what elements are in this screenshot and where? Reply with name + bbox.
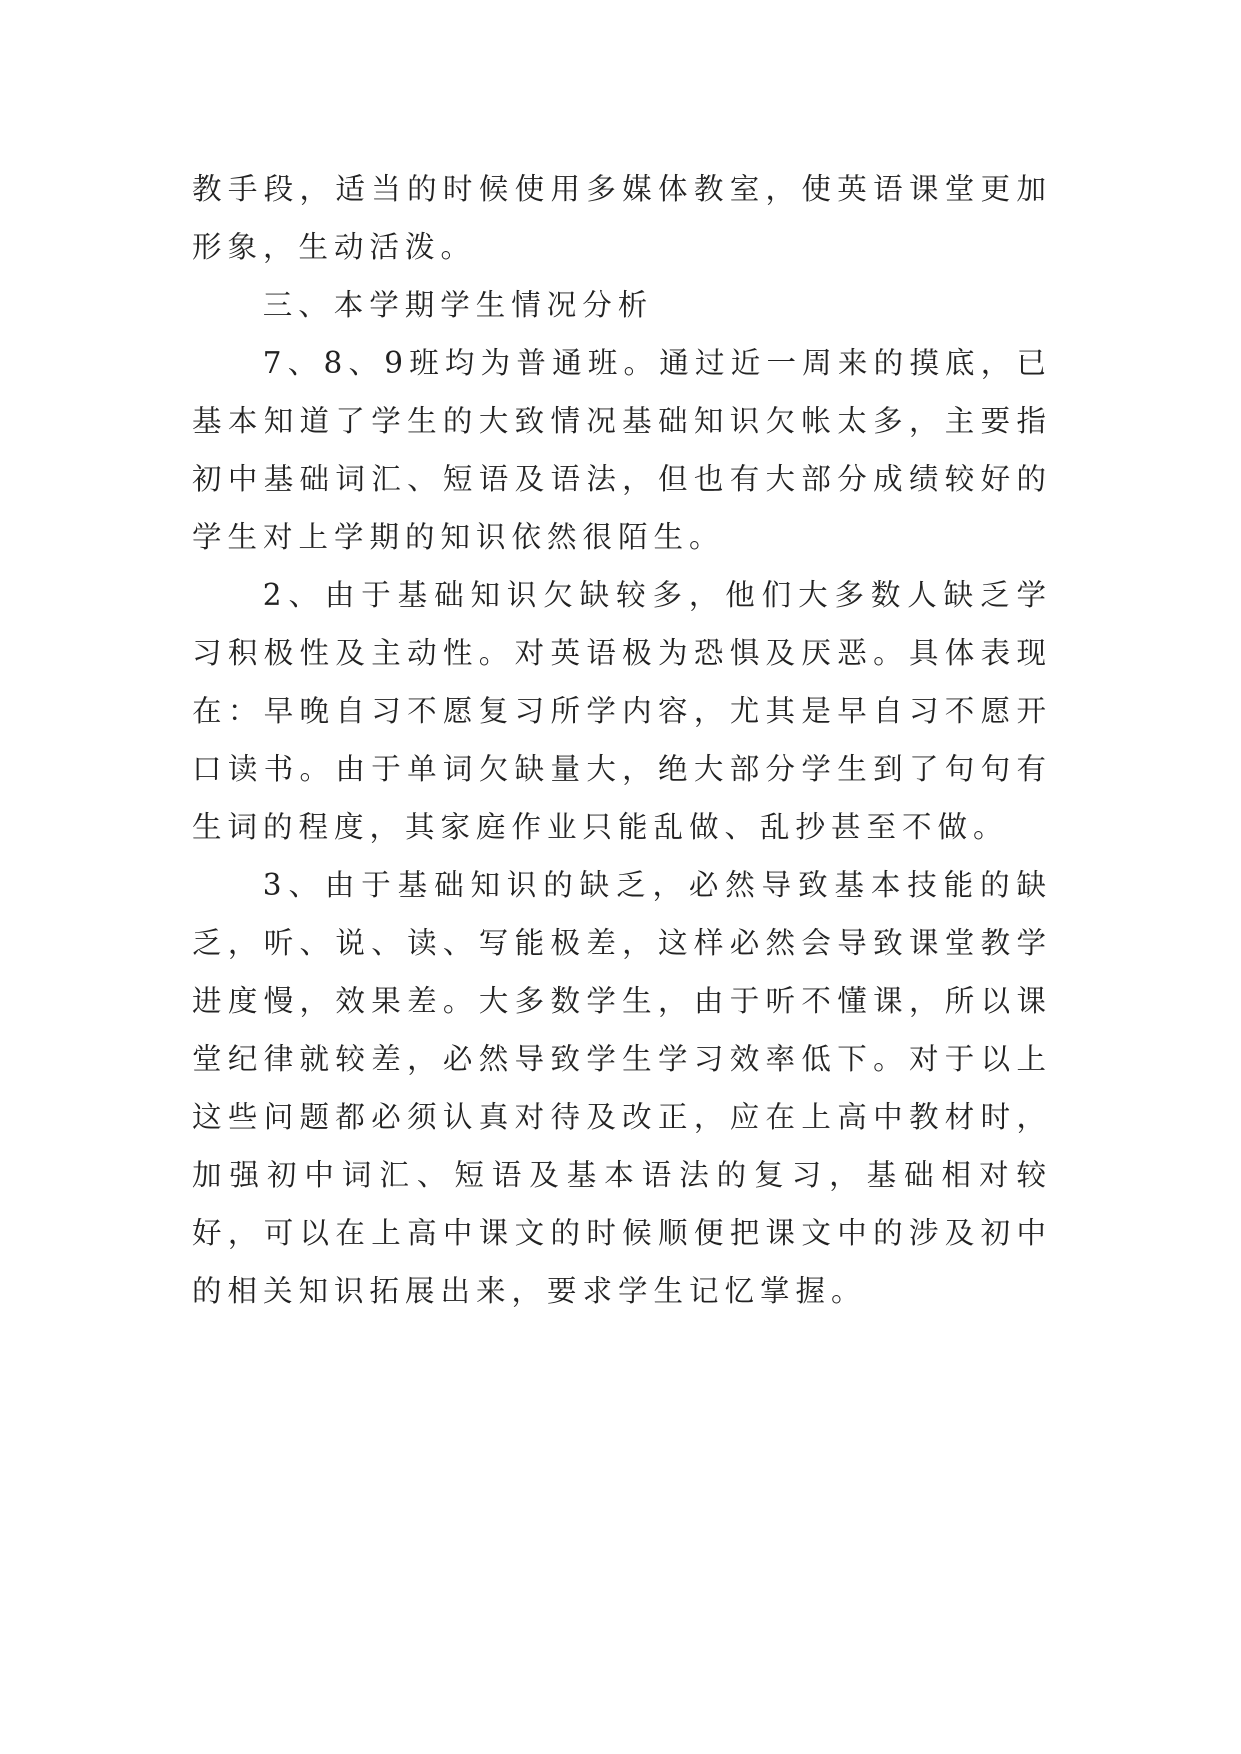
paragraph-2: 2、由于基础知识欠缺较多，他们大多数人缺乏学习积极性及主动性。对英语极为恐惧及厌恶。具体表现在：早晚自习不愿复习所学内容，尤其是早自习不愿开口读书。由于单词欠缺量大，绝大部分学生到了句句有生词的程度，其家庭作业只能乱做、乱抄甚至不做。 — [192, 578, 1052, 844]
paragraph-continuation: 教手段，适当的时候使用多媒体教室，使英语课堂更加形象，生动活泼。 — [192, 172, 1052, 264]
paragraph-1: 7、8、9班均为普通班。通过近一周来的摸底，已基本知道了学生的大致情况基础知识欠帐太多，主要指初中基础词汇、短语及语法，但也有大部分成绩较好的学生对上学期的知识依然很陌生。 — [192, 346, 1052, 554]
section-heading: 三、本学期学生情况分析 — [262, 288, 654, 322]
paragraph-3: 3、由于基础知识的缺乏，必然导致基本技能的缺乏，听、说、读、写能极差，这样必然会导致课堂教学进度慢，效果差。大多数学生，由于听不懂课，所以课堂纪律就较差，必然导致学生学习效率低下。对于以上这些问题都必须认真对待及改正，应在上高中教材时，加强初中词汇、短语及基本语法的复习，基础相对较好，可以在上高中课文的时候顺便把课文中的涉及初中的相关知识拓展出来，要求学生记忆掌握。 — [192, 868, 1052, 1308]
document-body — [192, 160, 1052, 1320]
